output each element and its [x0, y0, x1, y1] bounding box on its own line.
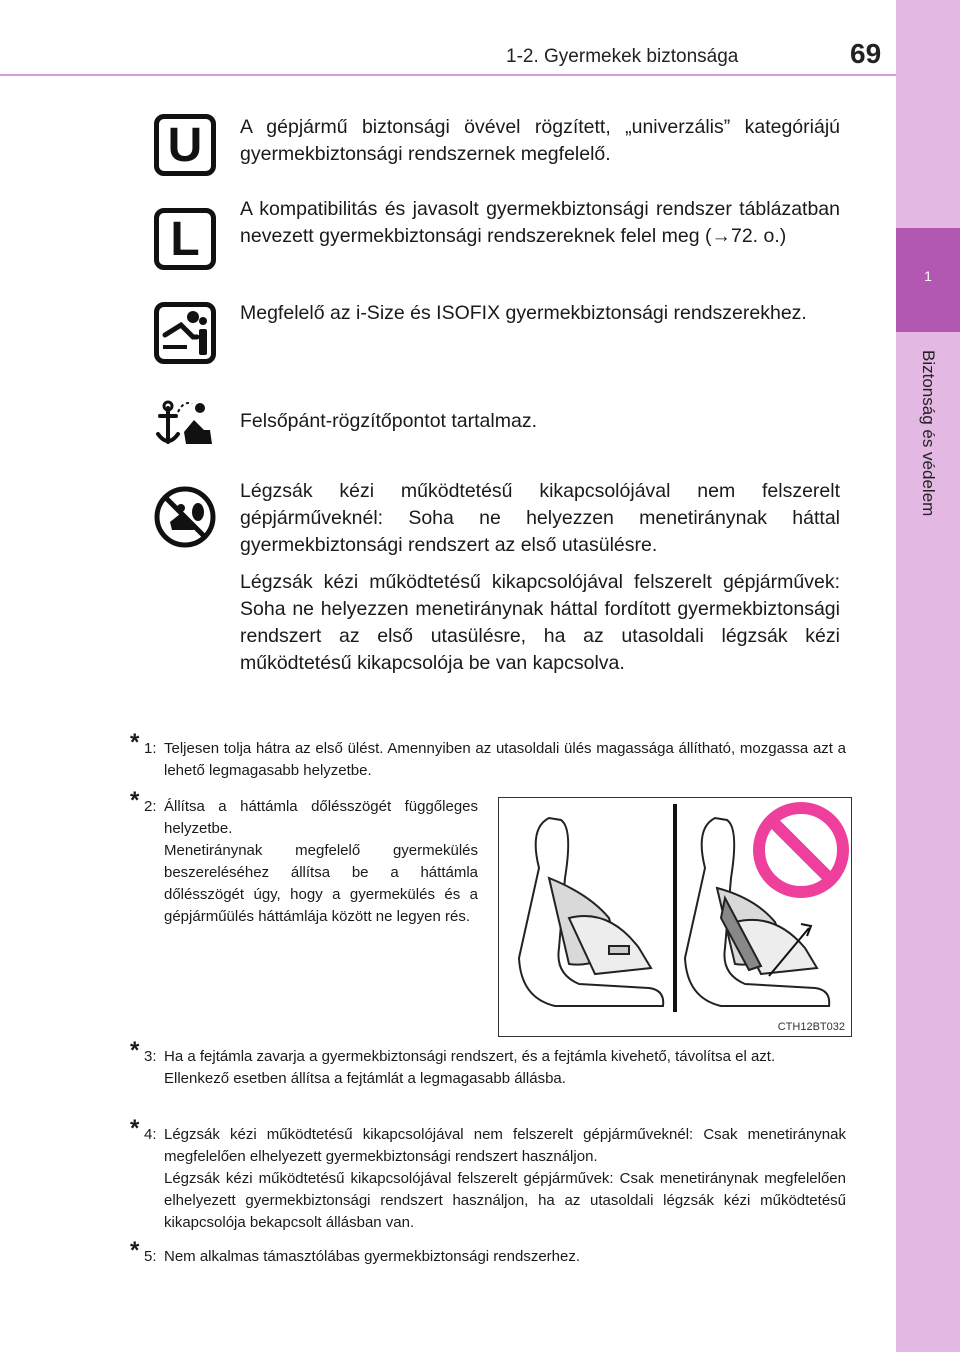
row-text — [240, 408, 840, 445]
paragraph: Légzsák kézi működtetésű kikapcsolójával nem felszerelt gépjárműveknél: Soha ne helyezzen menetiránynak háttal gyermekbiztonsági rendszert az első utasülésre. — [240, 480, 840, 556]
page-number: 69 — [850, 38, 882, 69]
top-tether-anchor-icon — [154, 398, 216, 454]
paragraph: Légzsák kézi működtetésű kikapcsolójával felszerelt gépjárművek: Soha ne helyezzen menetiránynak háttal fordított gyermekbiztonsági rendszert az első utasülésre, ha az utasoldali légzsák kézi működtetésű kikapcsolója be van kapcsolva. — [240, 571, 840, 674]
footnote-text: Teljesen tolja hátra az első ülést. Amennyiben az utasoldali ülés magassága állítható, mozgassa azt a lehető legmagasabb helyzetbe. — [164, 740, 846, 779]
paragraph: Megfelelő az i-Size és ISOFIX gyermekbiztonsági rendszerekhez. — [240, 302, 807, 324]
footnote-text: Ellenkező esetben állítsa a fejtámlát a legmagasabb állásba. — [164, 1070, 566, 1087]
footnote-mark: 3: — [144, 1048, 157, 1065]
footnote-star: * — [130, 787, 140, 814]
footnote-star: * — [130, 1037, 140, 1064]
universal-u-icon: U — [154, 114, 216, 176]
row-text — [240, 114, 840, 178]
paragraph: Felsőpánt-rögzítőpontot tartalmaz. — [240, 410, 537, 432]
footnote-text: Állítsa a háttámla dőlésszögét függőleges helyzetbe. — [164, 798, 478, 837]
airbag-prohibited-icon — [154, 486, 216, 548]
footnote-mark: 4: — [144, 1126, 157, 1143]
footnote-mark: 1: — [144, 740, 157, 757]
footnote-star: * — [130, 1237, 140, 1264]
footnote-text: Légzsák kézi működtetésű kikapcsolójával nem felszerelt gépjárműveknél: Csak menetiránynak megfelelően elhelyezett gyermekbiztonsági rendszert használjon. — [164, 1126, 846, 1165]
list-l-icon: L — [154, 208, 216, 270]
section-title: 1-2. Gyermekek biztonsága — [506, 46, 739, 67]
paragraph: A gépjármű biztonsági övével rögzített, „univerzális” kategóriájú gyermekbiztonsági rendszernek megfelelő. — [240, 116, 840, 165]
footnote-5 — [130, 1237, 846, 1268]
figure-code: CTH12BT032 — [777, 1021, 845, 1033]
footnote-star: * — [130, 1115, 140, 1142]
chapter-label: Biztonság és védelem — [919, 350, 938, 517]
row-text — [240, 300, 840, 337]
footnote-text: Menetiránynak megfelelő gyermekülés beszereléséhez állítsa be a háttámla dőlésszögét úgy, hogy a gyermekülés és a gépjárműülés háttámlája között ne legyen rés. — [164, 842, 478, 925]
footnote-1 — [130, 729, 846, 782]
footnote-3 — [130, 1037, 846, 1090]
isize-isofix-icon — [154, 302, 216, 364]
chapter-side-tab — [896, 0, 960, 1352]
footnote-mark: 5: — [144, 1248, 157, 1265]
footnote-4 — [130, 1115, 846, 1234]
footnote-star: * — [130, 729, 140, 756]
chapter-number: 1 — [924, 268, 932, 284]
footnote-mark: 2: — [144, 798, 157, 815]
seat-illustration — [498, 797, 852, 1037]
row-text — [240, 478, 840, 687]
seat-comparison-drawing — [499, 798, 851, 1022]
paragraph: A kompatibilitás és javasolt gyermekbiztonsági rendszer táblázatban nevezett gyermekbiztonsági rendszereknek felel meg (→72. o.) — [240, 198, 840, 247]
footnote-text: Ha a fejtámla zavarja a gyermekbiztonsági rendszert, és a fejtámla kivehető, távolítsa el azt. — [164, 1048, 776, 1065]
row-text — [240, 196, 840, 260]
prohibition-icon — [759, 808, 843, 892]
footnote-text: Légzsák kézi működtetésű kikapcsolójával felszerelt gépjárművek: Csak menetiránynak megfelelően elhelyezett gyermekbiztonsági rendszert használjon, ha az utasoldali légzsák kézi működtetésű kikapcsolója bekapcsolt állásban van. — [164, 1170, 846, 1231]
footnote-text: Nem alkalmas támasztólábas gyermekbiztonsági rendszerhez. — [164, 1248, 581, 1265]
header-divider — [0, 74, 896, 76]
footnote-2 — [130, 787, 478, 928]
